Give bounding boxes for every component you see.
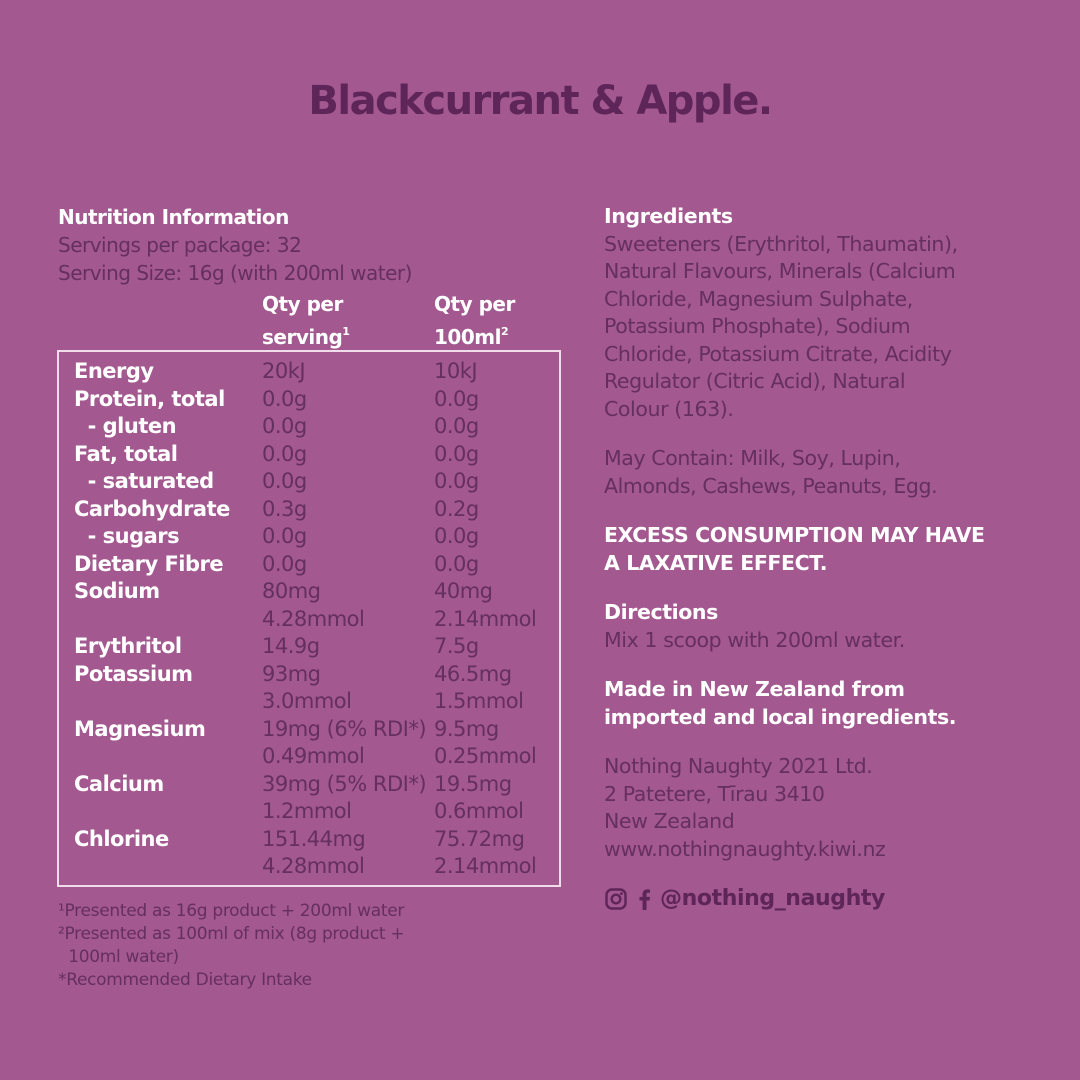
- ingredients-line: Potassium Phosphate), Sodium: [604, 314, 911, 338]
- nutrition-row: [74, 386, 554, 414]
- ingredients-section: [604, 203, 1044, 423]
- ingredients-line: Regulator (Citric Acid), Natural: [604, 369, 906, 393]
- nutrition-heading: Nutrition Information: [58, 205, 289, 229]
- nutrient-label: Chlorine: [74, 826, 169, 851]
- nutrition-row: [74, 633, 554, 661]
- instagram-icon[interactable]: [604, 887, 628, 911]
- nutrition-footnotes: [58, 900, 558, 992]
- footnote: 100ml water): [58, 947, 179, 967]
- qty-per-100ml: 1.5mmol: [434, 689, 524, 713]
- nutrient-label: Potassium: [74, 661, 193, 686]
- nutrient-label: Sodium: [74, 579, 160, 603]
- warning-line: EXCESS CONSUMPTION MAY HAVE: [604, 523, 985, 547]
- qty-per-serving: 14.9g: [262, 634, 320, 658]
- qty-per-serving: 4.28mmol: [262, 854, 365, 878]
- qty-per-100ml: 46.5mg: [434, 661, 512, 686]
- qty-per-100ml: 0.0g: [434, 524, 479, 548]
- origin-line: Made in New Zealand from: [604, 677, 905, 701]
- may-contain-line: Almonds, Cashews, Peanuts, Egg.: [604, 473, 938, 498]
- qty-per-100ml: 10kJ: [434, 359, 478, 383]
- nutrition-row: [74, 523, 554, 551]
- nutrient-label: Protein, total: [74, 386, 225, 411]
- qty-per-serving: 3.0mmol: [262, 689, 352, 713]
- social-links: [604, 885, 1044, 913]
- qty-per-serving: 0.0g: [262, 441, 307, 466]
- nutrition-row: [74, 468, 554, 496]
- qty-per-serving: 20kJ: [262, 359, 306, 383]
- qty-per-serving: 0.0g: [262, 469, 307, 493]
- company-section: [604, 753, 1044, 863]
- qty-per-serving: 0.0g: [262, 414, 307, 438]
- ingredients-heading: Ingredients: [604, 204, 733, 228]
- ingredients-line: Chloride, Potassium Citrate, Acidity: [604, 341, 952, 366]
- nutrition-row: [74, 743, 554, 771]
- nutrition-row: [74, 413, 554, 441]
- nutrient-label: Fat, total: [74, 441, 178, 466]
- qty-per-serving: 39mg (5% RDI*): [262, 771, 427, 796]
- qty-per-serving: 151.44mg: [262, 826, 366, 851]
- ingredients-line: Chloride, Magnesium Sulphate,: [604, 286, 913, 311]
- warning-section: [604, 522, 1044, 577]
- servings-per-package: Servings per package: 32: [58, 233, 302, 257]
- nutrition-row: [74, 853, 554, 881]
- origin-section: [604, 676, 1044, 731]
- qty-per-100ml: 0.6mmol: [434, 799, 524, 823]
- nutrition-row: [74, 441, 554, 469]
- allergen-section: [604, 445, 1044, 500]
- ingredients-line: Sweeteners (Erythritol, Thaumatin),: [604, 231, 958, 256]
- nutrition-table: [74, 358, 554, 881]
- footnote: *Recommended Dietary Intake: [58, 970, 312, 990]
- company-address: 2 Patetere, Tīrau 3410: [604, 781, 825, 806]
- right-column: [604, 203, 1044, 913]
- ingredients-line: Colour (163).: [604, 396, 734, 421]
- qty-per-100ml: 0.0g: [434, 414, 479, 438]
- column-header-per-serving: Qty per serving$^1$: [262, 292, 350, 349]
- nutrition-row: [74, 798, 554, 826]
- company-country: New Zealand: [604, 809, 735, 833]
- directions-text: Mix 1 scoop with 200ml water.: [604, 627, 905, 652]
- qty-per-100ml: 0.0g: [434, 551, 479, 576]
- nutrition-row: [74, 826, 554, 854]
- qty-per-serving: 0.49mmol: [262, 744, 365, 768]
- qty-per-100ml: 19.5mg: [434, 771, 512, 796]
- origin-line: imported and local ingredients.: [604, 704, 957, 729]
- nutrient-label: Erythritol: [74, 634, 182, 658]
- nutrition-row: [74, 688, 554, 716]
- qty-per-serving: 0.3g: [262, 496, 307, 521]
- nutrient-label: - saturated: [74, 469, 214, 493]
- qty-per-100ml: 2.14mmol: [434, 606, 537, 631]
- qty-per-100ml: 0.25mmol: [434, 744, 537, 768]
- nutrition-row: [74, 716, 554, 744]
- qty-per-100ml: 0.0g: [434, 441, 479, 466]
- qty-per-100ml: 40mg: [434, 579, 493, 603]
- qty-per-serving: 0.0g: [262, 524, 307, 548]
- nutrition-header: [58, 203, 578, 287]
- qty-per-100ml: 0.0g: [434, 386, 479, 411]
- nutrient-label: Dietary Fibre: [74, 551, 224, 576]
- company-website[interactable]: www.nothingnaughty.kiwi.nz: [604, 836, 886, 861]
- nutrition-row: [74, 578, 554, 606]
- qty-per-100ml: 9.5mg: [434, 716, 499, 741]
- nutrition-row: [74, 358, 554, 386]
- social-handle[interactable]: @nothing_naughty: [660, 886, 885, 911]
- nutrition-row: [74, 771, 554, 799]
- directions-section: [604, 599, 1044, 654]
- ingredients-line: Natural Flavours, Minerals (Calcium: [604, 259, 956, 283]
- directions-heading: Directions: [604, 600, 718, 624]
- nutrient-label: - gluten: [74, 414, 177, 438]
- nutrient-label: Magnesium: [74, 716, 206, 741]
- nutrient-label: Calcium: [74, 771, 164, 796]
- column-header-per-100ml: Qty per $100ml^2$: [434, 292, 515, 349]
- facebook-icon[interactable]: [636, 887, 652, 911]
- nutrient-label: Energy: [74, 359, 154, 383]
- nutrition-row: [74, 661, 554, 689]
- nutrition-row: [74, 551, 554, 579]
- nutrition-row: [74, 606, 554, 634]
- page-title: Blackcurrant & Apple.: [308, 78, 772, 124]
- qty-per-100ml: 75.72mg: [434, 826, 525, 851]
- warning-line: A LAXATIVE EFFECT.: [604, 550, 828, 575]
- qty-per-serving: 80mg: [262, 579, 321, 603]
- qty-per-serving: 1.2mmol: [262, 799, 352, 823]
- serving-size: Serving Size: 16g (with 200ml water): [58, 261, 412, 285]
- nutrient-label: - sugars: [74, 524, 180, 548]
- qty-per-serving: 19mg (6% RDI*): [262, 716, 427, 741]
- qty-per-100ml: 7.5g: [434, 634, 479, 658]
- footnote: ¹Presented as 16g product + 200ml water: [58, 901, 405, 921]
- nutrition-row: [74, 496, 554, 524]
- qty-per-serving: 0.0g: [262, 386, 307, 411]
- qty-per-100ml: 2.14mmol: [434, 854, 537, 878]
- may-contain-line: May Contain: Milk, Soy, Lupin,: [604, 446, 901, 470]
- qty-per-serving: 93mg: [262, 661, 321, 686]
- qty-per-100ml: 0.0g: [434, 469, 479, 493]
- qty-per-serving: 0.0g: [262, 551, 307, 576]
- company-name: Nothing Naughty 2021 Ltd.: [604, 754, 873, 778]
- footnote: ²Presented as 100ml of mix (8g product +: [58, 924, 405, 944]
- qty-per-100ml: 0.2g: [434, 496, 479, 521]
- qty-per-serving: 4.28mmol: [262, 606, 365, 631]
- nutrient-label: Carbohydrate: [74, 496, 230, 521]
